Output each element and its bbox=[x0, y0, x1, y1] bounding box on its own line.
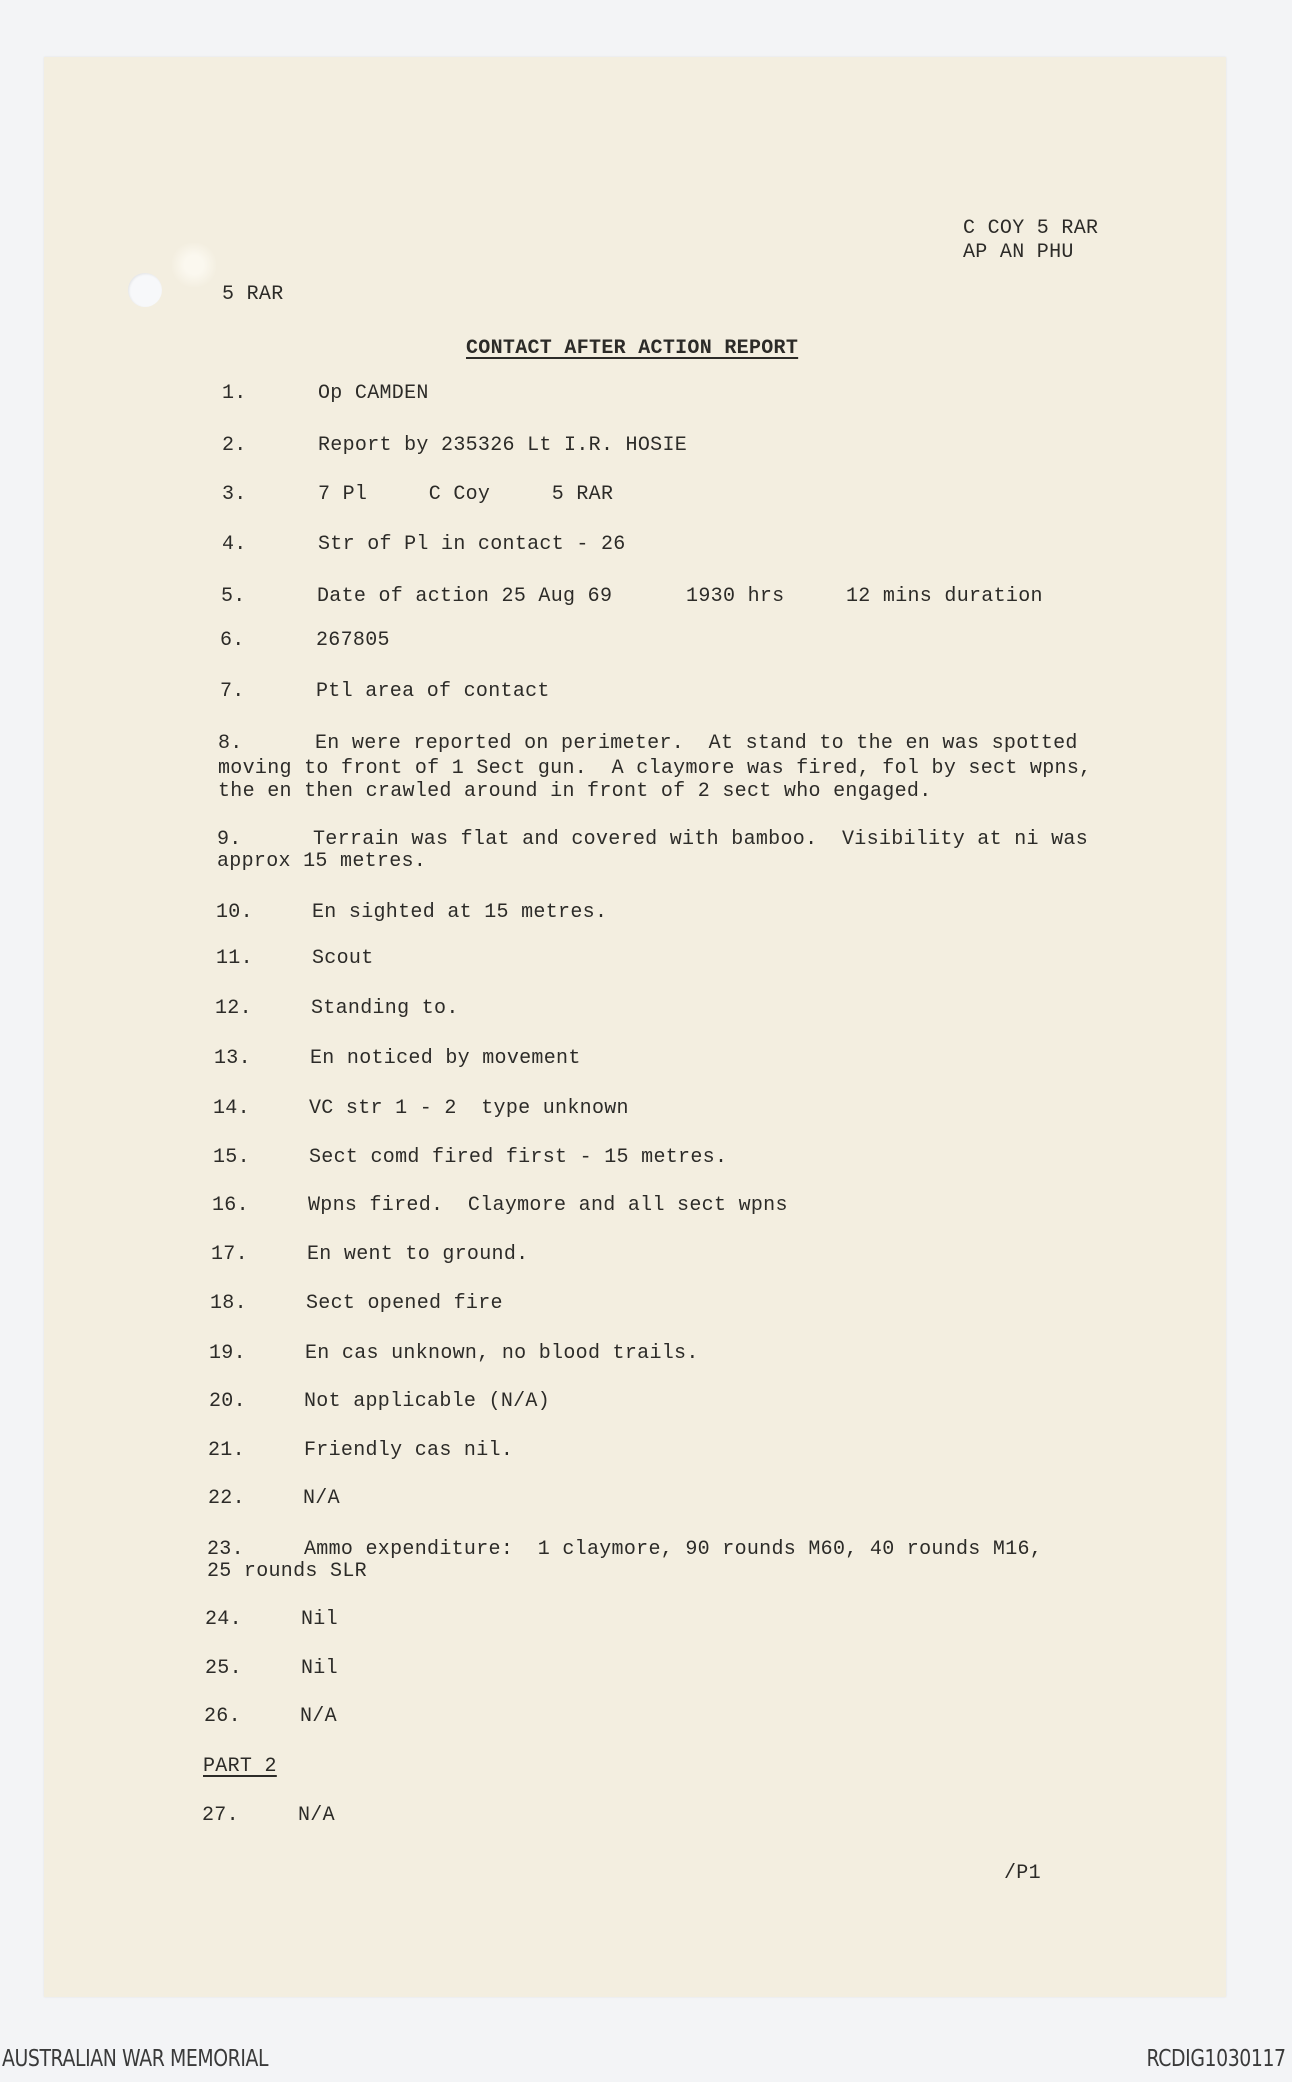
item-number: 4. bbox=[222, 533, 247, 556]
item-number: 2. bbox=[222, 434, 247, 457]
item-text-line: Ammo expenditure: 1 claymore, 90 rounds M60, 40 rounds M16, bbox=[304, 1538, 1043, 1561]
item-text: Report by 235326 Lt I.R. HOSIE bbox=[318, 434, 688, 457]
item-number: 5. bbox=[221, 585, 246, 608]
item-number: 7. bbox=[220, 680, 245, 703]
item-text-line: 25 rounds SLR bbox=[207, 1560, 367, 1583]
item-text: Standing to. bbox=[311, 997, 459, 1020]
item-number: 24. bbox=[205, 1608, 242, 1631]
item-number: 6. bbox=[220, 629, 245, 652]
item-text: En sighted at 15 metres. bbox=[312, 901, 608, 924]
item-number: 19. bbox=[209, 1342, 246, 1365]
item-text: Not applicable (N/A) bbox=[304, 1390, 551, 1413]
item-text: Wpns fired. Claymore and all sect wpns bbox=[308, 1194, 788, 1217]
item-number: 3. bbox=[222, 483, 247, 506]
item-number: 23. bbox=[207, 1538, 244, 1561]
item-text: Sect opened fire bbox=[306, 1292, 503, 1315]
item-text: Nil bbox=[301, 1608, 338, 1631]
item-number: 11. bbox=[216, 947, 253, 970]
item-number: 17. bbox=[211, 1243, 248, 1266]
item-text: Op CAMDEN bbox=[318, 382, 429, 405]
punch-hole bbox=[128, 273, 162, 307]
unit-line-2: AP AN PHU bbox=[963, 241, 1074, 264]
item-number: 26. bbox=[204, 1705, 241, 1728]
item-text: Scout bbox=[312, 947, 374, 970]
item-text: Str of Pl in contact - 26 bbox=[318, 533, 626, 556]
item-text: En cas unknown, no blood trails. bbox=[305, 1342, 699, 1365]
part-2-heading: PART 2 bbox=[203, 1755, 277, 1778]
item-text: Sect comd fired first - 15 metres. bbox=[309, 1146, 728, 1169]
item-number: 8. bbox=[218, 732, 243, 755]
item-number: 22. bbox=[208, 1487, 245, 1510]
item-text: Ptl area of contact bbox=[316, 680, 550, 703]
item-number: 16. bbox=[212, 1194, 249, 1217]
item-text-line: the en then crawled around in front of 2 sect who engaged. bbox=[218, 780, 932, 803]
item-text: N/A bbox=[303, 1487, 340, 1510]
item-text-line: moving to front of 1 Sect gun. A claymore was fired, fol by sect wpns, bbox=[218, 757, 1092, 780]
item-text-line: En were reported on perimeter. At stand to the en was spotted bbox=[315, 732, 1078, 755]
item-text: Nil bbox=[301, 1657, 338, 1680]
item-text: VC str 1 - 2 type unknown bbox=[309, 1097, 629, 1120]
unit-line-1: C COY 5 RAR bbox=[963, 217, 1099, 240]
item-text: Date of action 25 Aug 69 1930 hrs 12 mins duration bbox=[317, 585, 1043, 608]
item-number: 12. bbox=[215, 997, 252, 1020]
item-text-line: Terrain was flat and covered with bamboo. Visibility at ni was bbox=[313, 828, 1089, 851]
item-text: N/A bbox=[300, 1705, 337, 1728]
item-text: En noticed by movement bbox=[310, 1047, 581, 1070]
addressee: 5 RAR bbox=[222, 283, 284, 306]
item-number: 18. bbox=[210, 1292, 247, 1315]
embossed-seal bbox=[172, 243, 216, 287]
footer-record-id: RCDIG1030117 bbox=[1146, 2046, 1286, 2072]
item-number: 25. bbox=[205, 1657, 242, 1680]
item-number: 1. bbox=[222, 382, 247, 405]
continuation-marker: /P1 bbox=[1004, 1862, 1041, 1885]
item-number: 21. bbox=[208, 1439, 245, 1462]
footer-institution: AUSTRALIAN WAR MEMORIAL bbox=[2, 2046, 269, 2072]
item-number: 20. bbox=[209, 1390, 246, 1413]
item-number: 14. bbox=[213, 1097, 250, 1120]
item-number: 10. bbox=[216, 901, 253, 924]
item-text: 7 Pl C Coy 5 RAR bbox=[318, 483, 614, 506]
item-number: 13. bbox=[214, 1047, 251, 1070]
item-number: 15. bbox=[213, 1146, 250, 1169]
item-number: 9. bbox=[217, 828, 242, 851]
item-number: 27. bbox=[202, 1804, 239, 1827]
document-title: CONTACT AFTER ACTION REPORT bbox=[466, 337, 799, 360]
item-text: En went to ground. bbox=[307, 1243, 529, 1266]
item-text: N/A bbox=[298, 1804, 335, 1827]
item-text-line: approx 15 metres. bbox=[217, 850, 427, 873]
item-text: 267805 bbox=[316, 629, 390, 652]
item-text: Friendly cas nil. bbox=[304, 1439, 514, 1462]
